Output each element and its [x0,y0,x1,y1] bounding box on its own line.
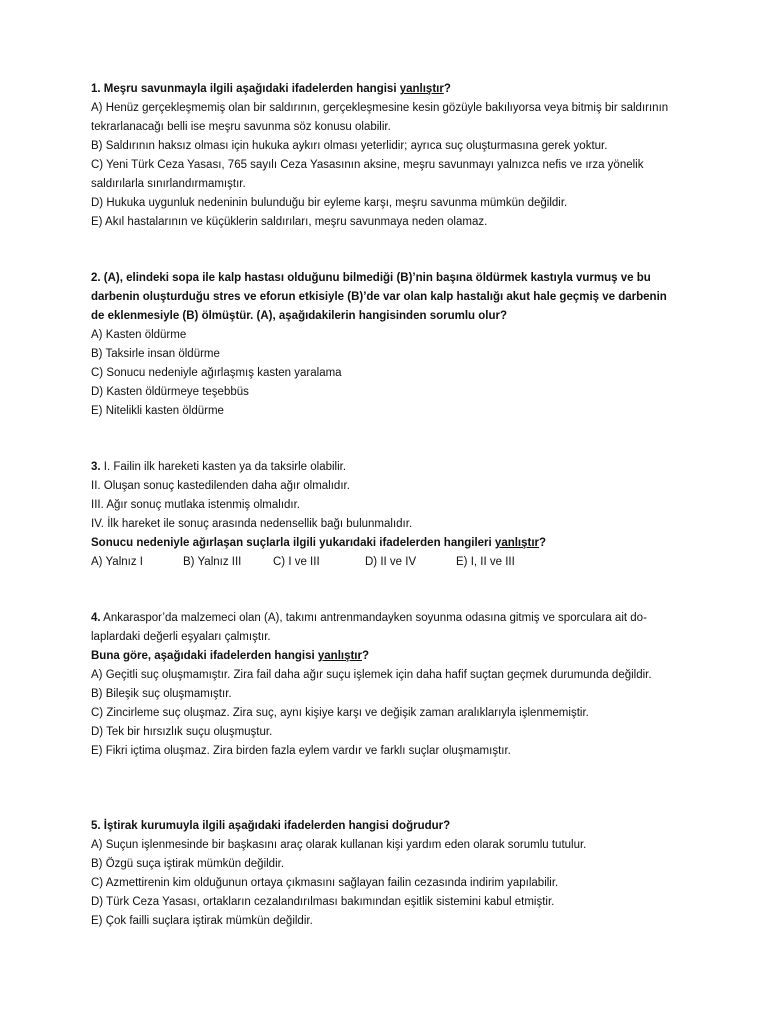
statement-i: 3. I. Failin ilk hareketi kasten ya da taksirle olabilir. [91,461,347,473]
option-e: E) Akıl hastalarının ve küçüklerin saldırıları, meşru savunmaya neden olamaz. [91,216,488,228]
question-4 [91,609,691,761]
question-2-stem-line-3: de eklenmesiyle (B) ölmüştür. (A), aşağıdakilerin hangisinden sorumlu olur? [91,310,508,322]
option-a: A) Kasten öldürme [91,329,187,341]
option-b: B) Bileşik suç oluşmamıştır. [91,688,232,700]
statement-iii: III. Ağır sonuç mutlaka istenmiş olmalıdır. [91,499,300,511]
question-number: 4. [91,612,101,624]
option-c: C) Azmettirenin kim olduğunun ortaya çıkmasını sağlayan failin cezasında indirim yapılabilir. [91,877,559,889]
option-b: B) Saldırının haksız olması için hukuka aykırı olması yeterlidir; ayrıca suç oluşturmasına gerek yoktur. [91,140,608,152]
keyword-underlined: yanlıştır [494,537,540,549]
option-d: D) Tek bir hırsızlık suçu oluşmuştur. [91,726,273,738]
option-e: E) Çok failli suçlara iştirak mümkün değildir. [91,915,313,927]
question-4-text-line-2: laplardaki değerli eşyaları çalmıştır. [91,631,271,643]
option-d: D) Hukuka uygunluk nedeninin bulunduğu bir eyleme karşı, meşru savunma mümkün değildir. [91,197,568,209]
question-number: 1. [91,83,101,95]
question-2 [91,269,691,421]
option-a: A) Suçun işlenmesinde bir başkasını araç olarak kullanan kişi yardım eden olarak sorumlu tutulur. [91,839,587,851]
document-page [91,80,691,931]
keyword-underlined: yanlıştır [399,83,444,95]
option-c: C) Zincirleme suç oluşmaz. Zira suç, aynı kişiye karşı ve değişik zaman aralıklarıyla işlenmemiştir. [91,707,589,719]
option-c-cont: saldırılarla sınırlandırmamıştır. [91,178,246,190]
option-b: B) Özgü suça iştirak mümkün değildir. [91,858,285,870]
question-4-stem: Buna göre, aşağıdaki ifadelerden hangisi yanlıştır? [91,650,370,662]
option-d: D) Türk Ceza Yasası, ortakların cezalandırılması bakımından eşitlik sistemini kabul etmiştir. [91,896,555,908]
option-e: E) Fikri içtima oluşmaz. Zira birden fazla eylem vardır ve farklı suçlar oluşmamıştır. [91,745,511,757]
option-a-cont: tekrarlanacağı belli ise meşru savunma söz konusu olabilir. [91,121,391,133]
question-2-stem-line-2: darbenin oluşturduğu stres ve eforun etkisiyle (B)’de var olan kalp hastalığı akut hale geçmiş ve darbenin [91,291,667,303]
option-b: B) Taksirle insan öldürme [91,348,220,360]
question-1-stem: 1. Meşru savunmayla ilgili aşağıdaki ifadelerden hangisi yanlıştır? [91,83,451,95]
statement-iv: IV. İlk hareket ile sonuç arasında nedensellik bağı bulunmalıdır. [91,518,413,530]
option-c: C) Sonucu nedeniyle ağırlaşmış kasten yaralama [91,367,342,379]
question-2-stem-line-1: 2. (A), elindeki sopa ile kalp hastası olduğunu bilmediği (B)’nin başına öldürmek kastıyla vurmuş ve bu [91,272,651,284]
statement-ii: II. Oluşan sonuç kastedilenden daha ağır olmalıdır. [91,480,350,492]
option-c: C) Yeni Türk Ceza Yasası, 765 sayılı Ceza Yasasının aksine, meşru savunmayı yalnızca nefis ve ırza yönelik [91,159,644,171]
question-5-stem: 5. İştirak kurumuyla ilgili aşağıdaki ifadelerden hangisi doğrudur? [91,820,451,832]
option-c: C) I ve III [273,556,320,568]
option-d: D) Kasten öldürmeye teşebbüs [91,386,249,398]
keyword-underlined: yanlıştır [317,650,362,662]
option-a: A) Yalnız I [91,556,143,568]
option-a: A) Geçitli suç oluşmamıştır. Zira fail daha ağır suçu işlemek için daha hafif suçtan geçmek durumunda değildir. [91,669,652,681]
question-number: 3. [91,461,101,473]
question-3 [91,458,691,572]
option-e: E) Nitelikli kasten öldürme [91,405,224,417]
question-4-text-line-1: 4. Ankaraspor’da malzemeci olan (A), takımı antrenmandayken soyunma odasına gitmiş ve sporculara ait do- [91,612,647,624]
option-d: D) II ve IV [365,556,417,568]
question-3-stem: Sonucu nedeniyle ağırlaşan suçlarla ilgili yukarıdaki ifadelerden hangileri yanlıştır? [91,537,547,549]
option-b: B) Yalnız III [183,556,242,568]
option-a: A) Henüz gerçekleşmemiş olan bir saldırının, gerçekleşmesine kesin gözüyle bakılıyorsa veya bitmiş bir saldırının [91,102,669,114]
options-row [91,553,691,572]
option-e: E) I, II ve III [456,556,515,568]
question-5 [91,817,691,931]
question-1 [91,80,691,232]
